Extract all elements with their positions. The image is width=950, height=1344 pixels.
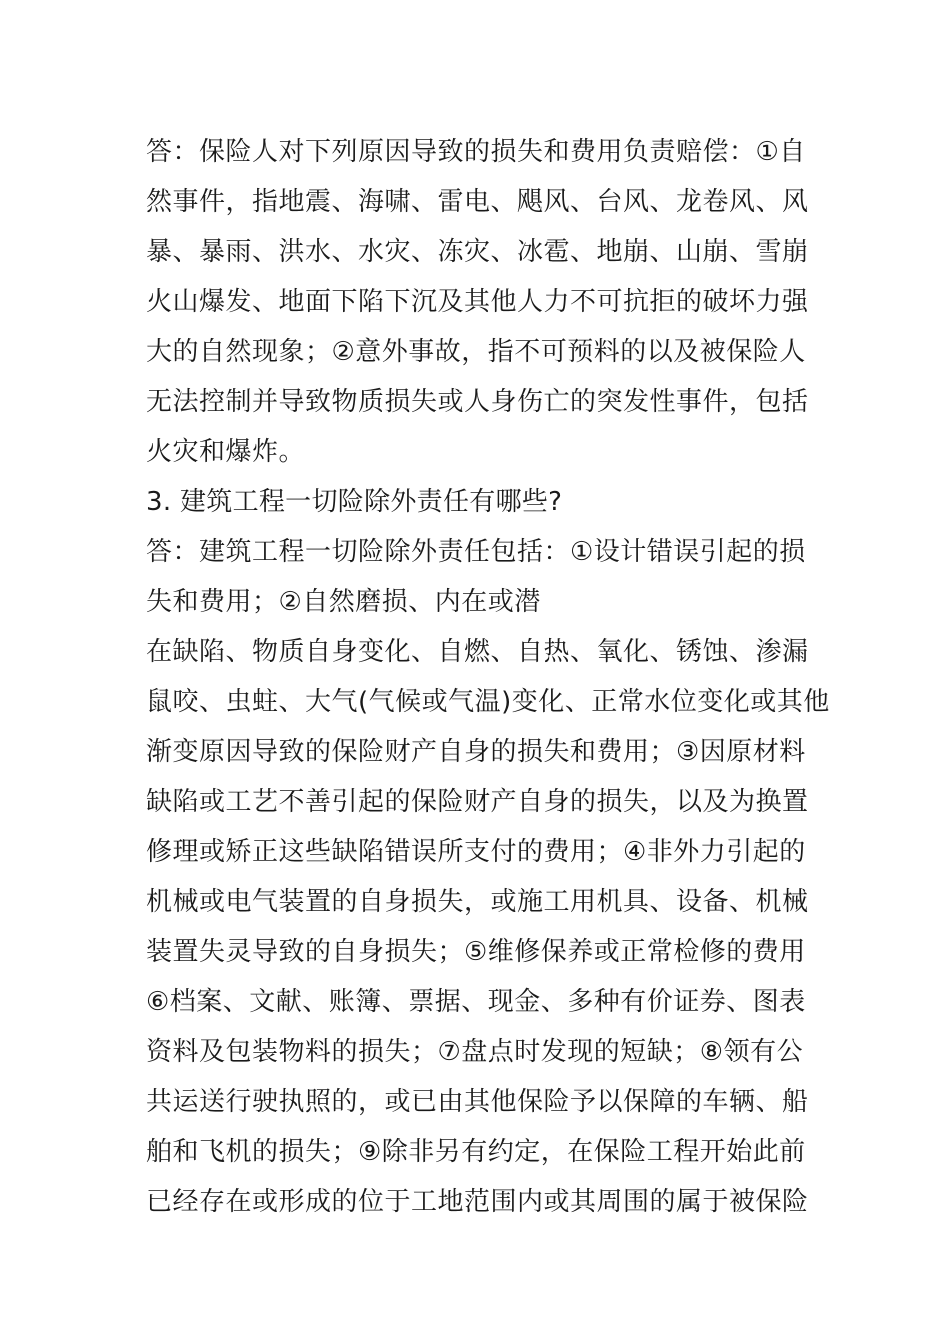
text-line: 火山爆发、地面下陷下沉及其他人力不可抗拒的破坏力强 — [146, 287, 809, 317]
text-line: 答：建筑工程一切险除外责任包括：①设计错误引起的损 — [146, 537, 806, 567]
text-line: 然事件，指地震、海啸、雷电、飓风、台风、龙卷风、风 — [146, 187, 809, 217]
text-line: 鼠咬、虫蛀、大气(气候或气温)变化、正常水位变化或其他 — [146, 687, 830, 717]
text-line: 渐变原因导致的保险财产自身的损失和费用；③因原材料 — [146, 737, 806, 767]
text-line: 失和费用；②自然磨损、内在或潜 — [146, 587, 541, 617]
text-line: ⑥档案、文献、账簿、票据、现金、多种有价证券、图表 — [146, 987, 806, 1017]
text-line: 已经存在或形成的位于工地范围内或其周围的属于被保险 — [146, 1187, 809, 1217]
text-line: 装置失灵导致的自身损失；⑤维修保养或正常检修的费用 — [146, 937, 806, 967]
text-line: 修理或矫正这些缺陷错误所支付的费用；④非外力引起的 — [146, 837, 806, 867]
text-line: 机械或电气装置的自身损失，或施工用机具、设备、机械 — [146, 887, 809, 917]
text-line: 暴、暴雨、洪水、水灾、冻灾、冰雹、地崩、山崩、雪崩 — [146, 237, 809, 267]
text-line: 共运送行驶执照的，或已由其他保险予以保障的车辆、船 — [146, 1087, 809, 1117]
text-line: 资料及包装物料的损失；⑦盘点时发现的短缺；⑧领有公 — [146, 1037, 804, 1067]
text-line: 舶和飞机的损失；⑨除非另有约定，在保险工程开始此前 — [146, 1137, 806, 1167]
text-line: 无法控制并导致物质损失或人身伤亡的突发性事件，包括 — [146, 387, 809, 417]
question-heading: 3. 建筑工程一切险除外责任有哪些? — [146, 487, 563, 517]
text-line: 火灾和爆炸。 — [146, 437, 306, 467]
text-line: 大的自然现象；②意外事故，指不可预料的以及被保险人 — [146, 337, 806, 367]
text-line: 答：保险人对下列原因导致的损失和费用负责赔偿：①自 — [146, 137, 806, 167]
text-line: 缺陷或工艺不善引起的保险财产自身的损失，以及为换置 — [146, 787, 809, 817]
text-line: 在缺陷、物质自身变化、自燃、自热、氧化、锈蚀、渗漏 — [146, 637, 809, 667]
